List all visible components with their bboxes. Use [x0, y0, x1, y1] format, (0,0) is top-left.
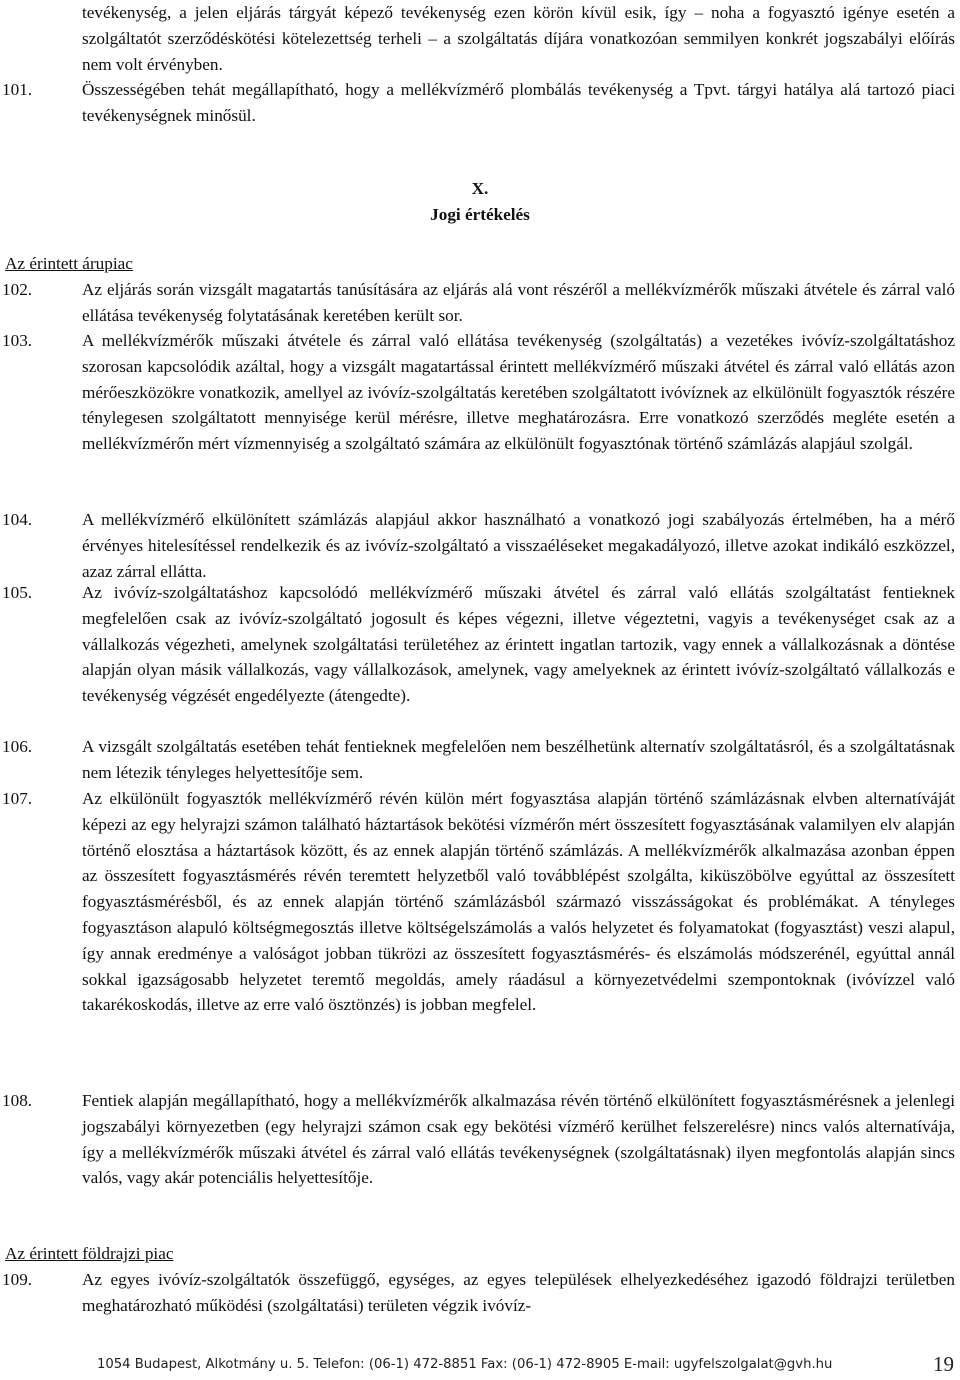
page-number: 19 — [933, 1352, 954, 1376]
numbered-paragraph — [2, 580, 955, 709]
footer-contact-info: 1054 Budapest, Alkotmány u. 5. Telefon: (06-1) 472-8851 Fax: (06-1) 472-8905 E-mail: ugyfelszolgalat@gvh.hu — [97, 1357, 833, 1372]
paragraph-number: 105. — [2, 583, 33, 602]
paragraph-text: Fentiek alapján megállapítható, hogy a mellékvízmérők alkalmazása révén történő elkülönített fogyasztásmérésnek a jelenlegi jogszabályi környezetben (egy helyrajzi számon csak egy bekötési vízmérő kerülhet felszerelésre) nincs valós alternatívája, így a mellékvízmérők műszaki átvétel és zárral való ellátás tevékenységnek (szolgáltatásnak) ilyen megfontolás alapján sincs valós, vagy akár potenciális helyettesítője. — [82, 1091, 955, 1188]
numbered-paragraph — [2, 277, 955, 329]
paragraph-number: 104. — [2, 510, 33, 529]
paragraph-number: 103. — [2, 331, 33, 350]
paragraph-number: 101. — [2, 80, 33, 99]
numbered-paragraph — [2, 734, 955, 786]
numbered-paragraph — [2, 77, 955, 129]
paragraph-number: 109. — [2, 1270, 33, 1289]
paragraph-text: Az egyes ivóvíz-szolgáltatók összefüggő, egységes, az egyes települések elhelyezkedéséhez igazodó földrajzi területben meghatározható működési (szolgáltatási) területen végzik ivóvíz- — [82, 1270, 955, 1315]
numbered-paragraph — [2, 1267, 955, 1319]
numbered-paragraph — [2, 507, 955, 584]
paragraph-text: Az elkülönült fogyasztók mellékvízmérő révén külön mért fogyasztása alapján történő számlázásnak elvben alternatíváját képezi az egy helyrajzi számon található háztartások bekötési vízmérőn mért összesített fogyasztásának valamilyen elv alapján történő elosztása a háztartások között, és az ennek alapján történő számlázás. A mellékvízmérők alkalmazása azonban éppen az összesített fogyasztásmérés révén teremtett helyzetből való továbblépést szolgálta, kiküszöbölve egyúttal az összesített fogyasztásmérésből, és az ennek alapján történő számlázásból származó visszásságokat és problémákat. A tényleges fogyasztáson alapuló költségmegosztás illetve költségelszámolás a valós helyzetet és folyamatokat (fogyasztást) veszi alapul, így annak eredménye a valóságot jobban tükrözi az összesített fogyasztásmérés- és elszámolás módszerénél, egyúttal annál sokkal igazságosabb helyzetet teremtő megoldás, amely ráadásul a környezetvédelmi szempontoknak (ivóvízzel való takarékoskodás, illetve az erre való ösztönzés) is jobban megfelel. — [82, 789, 955, 1015]
paragraph-number: 106. — [2, 737, 33, 756]
paragraph-text: A mellékvízmérő elkülönített számlázás alapjául akkor használható a vonatkozó jogi szabályozás értelmében, ha a mérő érvényes hitelesítéssel rendelkezik és az ivóvíz-szolgáltató a visszaéléseket megakadályozó, illetve azokat indikáló eszközzel, azaz zárral ellátta. — [82, 510, 955, 581]
numbered-paragraph — [2, 1088, 955, 1191]
section-title: Jogi értékelés — [430, 205, 530, 224]
subsection-heading-product-market: Az érintett árupiac — [5, 254, 133, 273]
paragraph-number: 102. — [2, 280, 33, 299]
paragraph-text: A vizsgált szolgáltatás esetében tehát fentieknek megfelelően nem beszélhetünk alternatív szolgáltatásról, és a szolgáltatásnak nem létezik tényleges helyettesítője sem. — [82, 737, 955, 782]
paragraph-number: 108. — [2, 1091, 33, 1110]
paragraph-number: 107. — [2, 789, 33, 808]
paragraph-text: Összességében tehát megállapítható, hogy a mellékvízmérő plombálás tevékenység a Tpvt. tárgyi hatálya alá tartozó piaci tevékenységnek minősül. — [82, 80, 955, 125]
section-number: X. — [471, 179, 489, 198]
paragraph-text: A mellékvízmérők műszaki átvétele és zárral való ellátása tevékenység (szolgáltatás) a vezetékes ivóvíz-szolgáltatáshoz szorosan kapcsolódik azáltal, hogy a vizsgált magatartással érintett mellékvízmérő műszaki átvétel és zárral való ellátás azon mérőeszközökre vonatkozik, amellyel az ivóvíz-szolgáltatás keretében szolgáltatott ivóvíznek az elkülönült fogyasztók részére ténylegesen szolgáltatott mennyisége kerül mérésre, illetve meghatározásra. Erre vonatkozó szerződés megléte esetén a mellékvízmérőn mért vízmennyiség a szolgáltató számára az elkülönült fogyasztónak történő számlázás alapjául szolgál. — [82, 331, 955, 454]
paragraph-text: Az eljárás során vizsgált magatartás tanúsítására az eljárás alá vont részéről a mellékvízmérők műszaki átvétele és zárral való ellátása tevékenység folytatásának keretében került sor. — [82, 280, 955, 325]
subsection-heading-geographic-market: Az érintett földrajzi piac — [5, 1244, 174, 1263]
paragraph-text: Az ivóvíz-szolgáltatáshoz kapcsolódó mellékvízmérő műszaki átvétel és zárral való ellátás szolgáltatást fentieknek megfelelően csak az ivóvíz-szolgáltató jogosult és képes végezni, illetve végeztetni, vagyis a tevékenységet csak az a vállalkozás végezheti, amelynek szolgáltatási területéhez az érintett ingatlan tartozik, vagy ennek a vállalkozásnak a döntése alapján olyan másik vállalkozás, vagy vállalkozások, amelynek, vagy amelyeknek az érintett ivóvíz-szolgáltató vállalkozás e tevékenység végzését engedélyezte (átengedte). — [82, 583, 955, 706]
lead-paragraph: tevékenység, a jelen eljárás tárgyát képező tevékenység ezen körön kívül esik, így – noha a fogyasztó igénye esetén a szolgáltatót szerződéskötési kötelezettség terheli – a szolgáltatás díjára vonatkozóan semmilyen konkrét jogszabályi előírás nem volt érvényben. — [82, 3, 955, 74]
numbered-paragraph — [2, 328, 955, 457]
numbered-paragraph — [2, 786, 955, 1018]
